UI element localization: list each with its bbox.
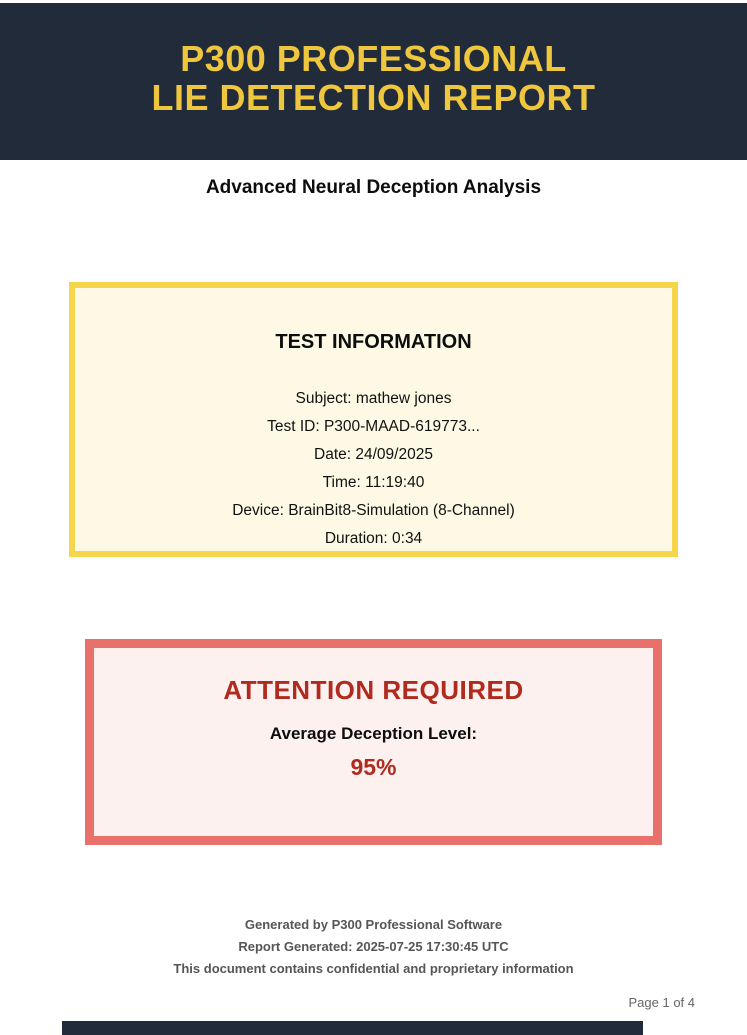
test-info-line-test-id: Test ID: P300-MAAD-619773... [267, 418, 480, 435]
attention-box [85, 639, 662, 845]
page-number: Page 1 of 4 [628, 995, 695, 1010]
attention-heading: ATTENTION REQUIRED [223, 675, 524, 705]
test-info-box [69, 282, 678, 557]
test-info-lines [75, 385, 672, 553]
report-subtitle: Advanced Neural Deception Analysis [205, 177, 542, 198]
deception-level-value: 95% [350, 754, 397, 780]
test-info-line-subject: Subject: mathew jones [295, 390, 452, 407]
test-info-line-date: Date: 24/09/2025 [314, 446, 433, 463]
report-footer [0, 914, 747, 980]
test-info-line-device: Device: BrainBit8-Simulation (8-Channel) [232, 502, 515, 519]
footer-line-report-generated: Report Generated: 2025-07-25 17:30:45 UTC [238, 939, 509, 954]
test-info-heading: TEST INFORMATION [275, 331, 472, 353]
footer-line-confidential: This document contains confidential and proprietary information [173, 961, 574, 976]
deception-level-label: Average Deception Level: [269, 724, 478, 743]
test-info-line-time: Time: 11:19:40 [322, 474, 425, 491]
next-page-header-bar [62, 1021, 643, 1035]
report-title-line1: P300 PROFESSIONAL [180, 37, 567, 79]
footer-line-generated-by: Generated by P300 Professional Software [244, 917, 503, 932]
report-title-line2: LIE DETECTION REPORT [151, 76, 596, 118]
report-header [0, 3, 747, 160]
test-info-line-duration: Duration: 0:34 [324, 530, 423, 547]
